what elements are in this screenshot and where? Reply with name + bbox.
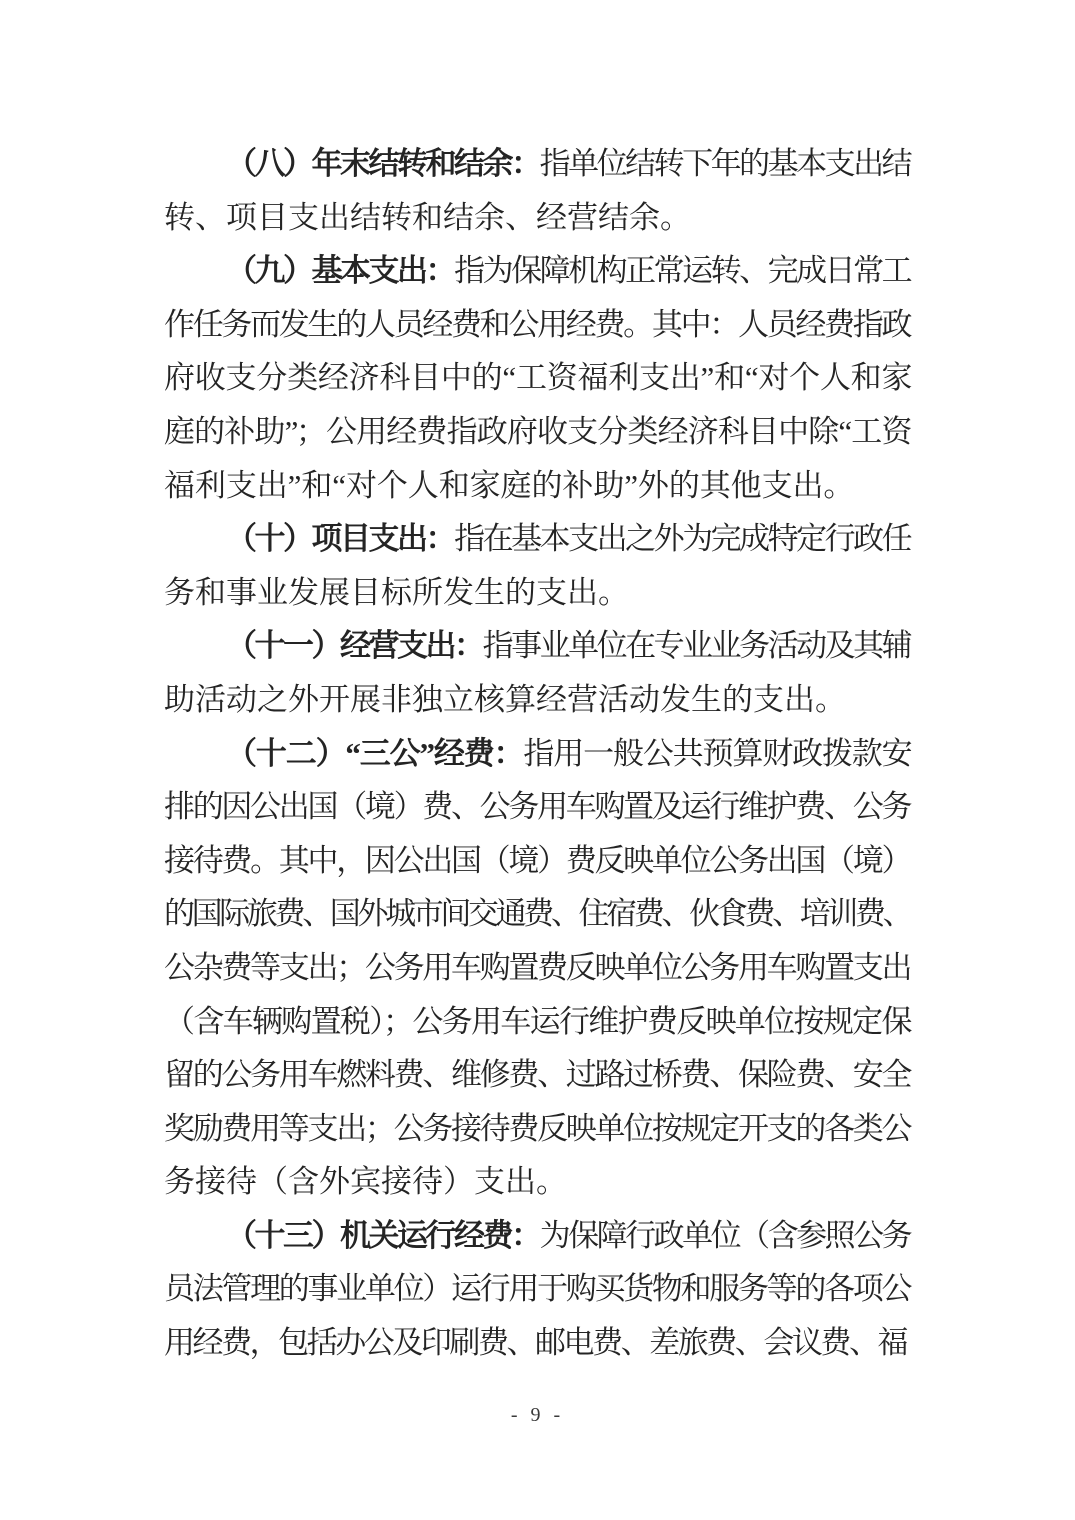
paragraph-text: 务和事业发展目标所发生的支出。 <box>164 574 629 610</box>
paragraph-line <box>164 351 910 405</box>
paragraph-text: 指事业单位在专业业务活动及其辅 <box>482 628 910 664</box>
paragraph-text: 指为保障机构正常运转、完成日常工 <box>454 253 911 289</box>
paragraph <box>164 1209 910 1370</box>
paragraph-text: 福利支出”和“对个人和家庭的补助”外的其他支出。 <box>164 467 855 503</box>
paragraph-text: 奖励费用等支出；公务接待费反映单位按规定开支的各类公 <box>164 1110 910 1146</box>
page-number: - 9 - <box>510 1404 565 1426</box>
paragraph-text: 指在基本支出之外为完成特定行政任 <box>454 521 911 557</box>
paragraph-line <box>164 673 910 727</box>
paragraph-line <box>164 244 910 298</box>
paragraph <box>164 619 910 726</box>
paragraph-text: （含车辆购置税）；公务用车运行维护费反映单位按规定保 <box>164 1003 910 1039</box>
paragraph-line <box>164 405 910 459</box>
paragraph-heading: （八）年末结转和结余： <box>226 146 540 181</box>
paragraph-line <box>164 1262 910 1316</box>
paragraph-heading: （十二）“三公”经费： <box>226 735 524 771</box>
paragraph-text: 指单位结转下年的基本支出结 <box>539 146 910 181</box>
paragraph-line <box>164 191 910 245</box>
paragraph-text: 府收支分类经济科目中的“工资福利支出”和“对个人和家 <box>164 360 910 396</box>
paragraph-text: 为保障行政单位（含参照公务 <box>539 1217 910 1253</box>
paragraph-text: 排的因公出国（境）费、公务用车购置及运行维护费、公务 <box>164 789 910 825</box>
paragraph-line <box>164 834 910 888</box>
paragraph-heading: （九）基本支出： <box>226 253 455 289</box>
paragraph-line <box>164 1155 910 1209</box>
paragraph-text: 作任务而发生的人员经费和公用经费。其中：人员经费指政 <box>164 306 910 342</box>
paragraph-line <box>164 512 910 566</box>
paragraph-text: 务接待（含外宾接待）支出。 <box>164 1164 567 1200</box>
paragraph-line <box>164 1316 910 1370</box>
paragraph-line <box>164 995 910 1049</box>
paragraph-text: 指用一般公共预算财政拨款安 <box>523 735 910 771</box>
paragraph-line <box>164 941 910 995</box>
paragraph-line <box>164 619 910 673</box>
paragraph-text: 留的公务用车燃料费、维修费、过路过桥费、保险费、安全 <box>164 1057 910 1093</box>
paragraph <box>164 137 910 244</box>
paragraph-line <box>164 137 910 191</box>
paragraph-heading: （十）项目支出： <box>226 521 455 557</box>
paragraph-text: 公杂费等支出；公务用车购置费反映单位公务用车购置支出 <box>164 949 910 985</box>
paragraph-line <box>164 1048 910 1102</box>
paragraph-heading: （十三）机关运行经费： <box>226 1217 540 1253</box>
paragraph-text: 用经费，包括办公及印刷费、邮电费、差旅费、会议费、福 <box>164 1325 907 1361</box>
paragraph-heading: （十一）经营支出： <box>226 628 483 664</box>
paragraph-text: 员法管理的事业单位）运行用于购买货物和服务等的各项公 <box>164 1271 910 1307</box>
paragraph <box>164 512 910 619</box>
paragraph-line <box>164 727 910 781</box>
paragraph-line <box>164 566 910 620</box>
paragraph-line <box>164 1209 910 1263</box>
paragraph-line <box>164 459 910 513</box>
paragraph-line <box>164 1102 910 1156</box>
paragraph-text: 转、项目支出结转和结余、经营结余。 <box>164 199 691 235</box>
paragraph-line <box>164 298 910 352</box>
paragraph-line <box>164 780 910 834</box>
paragraph-text: 的国际旅费、国外城市间交通费、住宿费、伙食费、培训费、 <box>164 896 910 932</box>
paragraph-text: 接待费。其中，因公出国（境）费反映单位公务出国（境） <box>164 842 910 878</box>
paragraph <box>164 727 910 1209</box>
paragraph-text: 庭的补助”；公用经费指政府收支分类经济科目中除“工资 <box>164 413 910 449</box>
paragraph <box>164 244 910 512</box>
paragraph-text: 助活动之外开展非独立核算经营活动发生的支出。 <box>164 681 846 717</box>
document-body <box>164 137 910 1370</box>
paragraph-line <box>164 887 910 941</box>
